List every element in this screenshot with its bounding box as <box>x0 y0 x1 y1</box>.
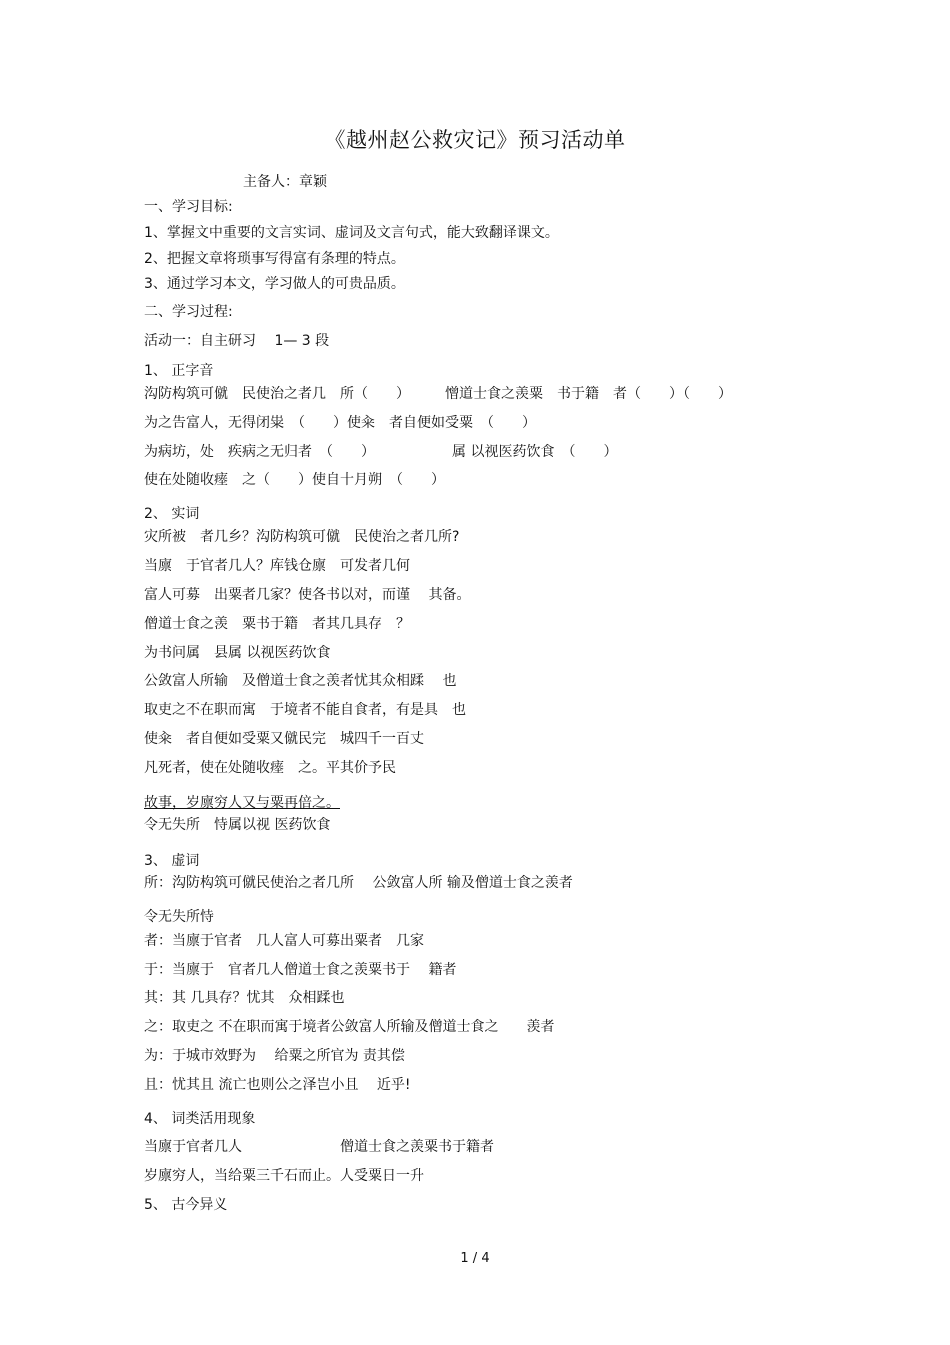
exercise-line: 富人可募 出粟者几家？使各书以对，而谨 其备。 <box>144 587 471 603</box>
exercise-line: 使在处随收瘗 之（ ）使自十月朔 （ ） <box>144 472 445 488</box>
exercise-line: 故事，岁廪穷人又与粟再倍之。 <box>144 795 340 811</box>
exercise-line: 取吏之不在职而寓 于境者不能自食者，有是具 也 <box>144 702 466 718</box>
exercise-line: 僧道士食之羡 粟书于籍 者其几具存 ？ <box>144 616 410 632</box>
exercise-line: 沟防构筑可僦 民使治之者几 所（ ） 憎道士食之羡粟 书于籍 者（ ）（ ） <box>144 386 732 402</box>
exercise-line: 且：忧其且 流亡也则公之泽岂小且 近乎! <box>144 1077 411 1093</box>
exercise-line: 为：于城市效野为 给粟之所官为 责其偿 <box>144 1048 405 1064</box>
exercise-line: 令无失所 恃属以视 医药饮食 <box>144 817 331 833</box>
exercise-line: 者：当廪于官者 几人富人可募出粟者 几家 <box>144 933 424 949</box>
exercise-line: 为之告富人，无得闭粜 （ ）使籴 者自便如受粟 （ ） <box>144 415 536 431</box>
exercise-line: 令无失所恃 <box>144 909 214 925</box>
goal-item: 1、掌握文中重要的文言实词、虚词及文言句式，能大致翻译课文。 <box>144 225 559 241</box>
exercise-line: 为病坊，处 疾病之无归者 （ ） 属 以视医药饮食 （ ） <box>144 444 618 460</box>
subsection-heading: 3、 虚词 <box>144 853 200 869</box>
subsection-heading: 1、 正字音 <box>144 363 214 379</box>
exercise-line: 岁廪穷人，当给粟三千石而止。人受粟日一升 <box>144 1168 424 1184</box>
exercise-line: 于：当廪于 官者几人僧道士食之羡粟书于 籍者 <box>144 962 457 978</box>
document-title: 《越州赵公救灾记》预习活动单 <box>324 128 626 152</box>
subsection-heading: 2、 实词 <box>144 506 200 522</box>
section-heading: 二、学习过程: <box>144 304 233 320</box>
exercise-line: 使籴 者自便如受粟又僦民完 城四千一百丈 <box>144 731 424 747</box>
exercise-line: 之：取吏之 不在职而寓于境者公敛富人所输及僧道士食之 羡者 <box>144 1019 555 1035</box>
goal-item: 3、通过学习本文，学习做人的可贵品质。 <box>144 276 405 292</box>
activity-heading: 活动一：自主研习 1— 3 段 <box>144 333 330 349</box>
exercise-line: 其：其 几具存？忧其 众相蹂也 <box>144 990 345 1006</box>
exercise-line: 当廪 于官者几人？库钱仓廪 可发者几何 <box>144 558 410 574</box>
exercise-line: 为书问属 县属 以视医药饮食 <box>144 645 331 661</box>
exercise-line: 灾所被 者几乡？沟防构筑可僦 民使治之者几所? <box>144 529 460 545</box>
exercise-line: 凡死者，使在处随收瘗 之。平其价予民 <box>144 760 396 776</box>
exercise-line: 所：沟防构筑可僦民使治之者几所 公敛富人所 输及僧道士食之羡者 <box>144 875 573 891</box>
section-heading: 一、学习目标: <box>144 199 233 215</box>
subsection-heading: 5、 古今异义 <box>144 1197 228 1213</box>
exercise-line: 公敛富人所输 及僧道士食之羡者忧其众相蹂 也 <box>144 673 457 689</box>
exercise-line: 当廪于官者几人 僧道士食之羡粟书于籍者 <box>144 1139 494 1155</box>
author-line: 主备人：章颖 <box>243 174 327 190</box>
page-number: 1 / 4 <box>460 1251 490 1266</box>
goal-item: 2、把握文章将琐事写得富有条理的特点。 <box>144 251 405 267</box>
subsection-heading: 4、 词类活用现象 <box>144 1111 256 1127</box>
